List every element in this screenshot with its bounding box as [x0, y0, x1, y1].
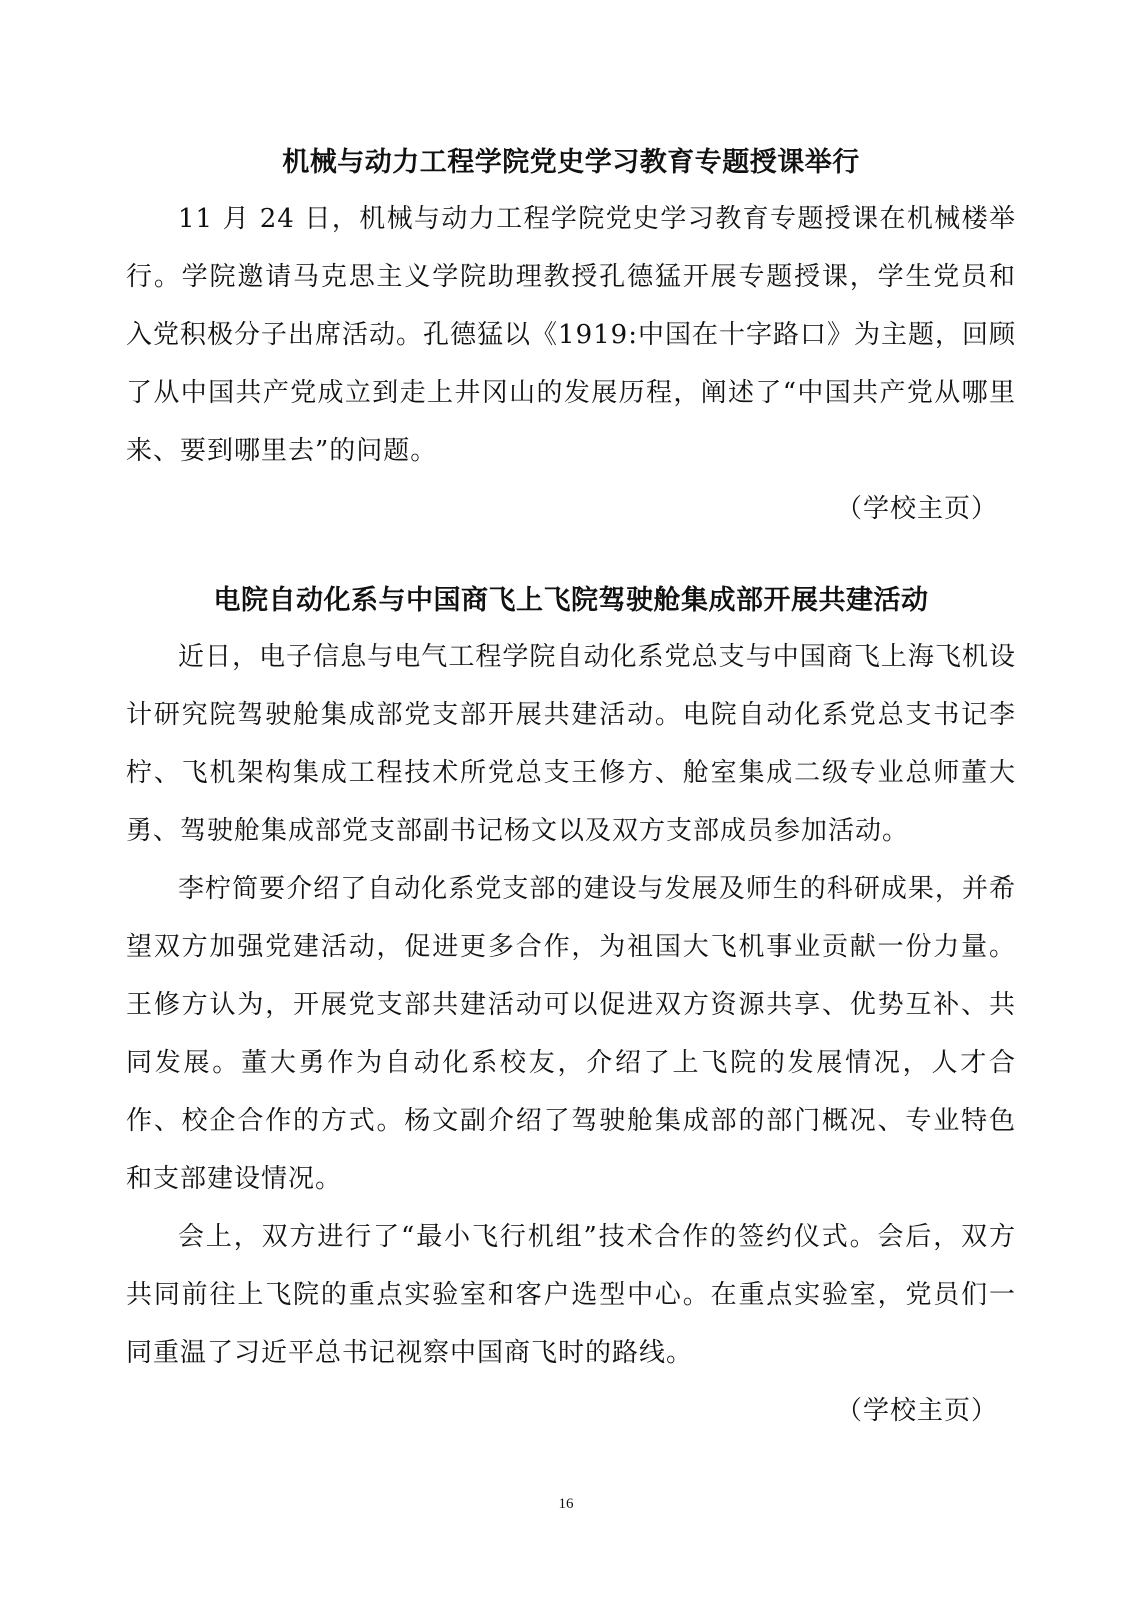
page-number: 16 [558, 1496, 574, 1512]
article-paragraph: 11 月 24 日，机械与动力工程学院党史学习教育专题授课在机械楼举行。学院邀请马克思主义学院助理教授孔德猛开展专题授课，学生党员和入党积极分子出席活动。孔德猛以《1919:中国在十字路口》为主题，回顾了从中国共产党成立到走上井冈山的发展历程，阐述了“中国共产党从哪里来、要到哪里去”的问题。 [126, 204, 1016, 466]
article-paragraph: 近日，电子信息与电气工程学院自动化系党总支与中国商飞上海飞机设计研究院驾驶舱集成部党支部开展共建活动。电院自动化系党总支书记李柠、飞机架构集成工程技术所党总支王修方、舱室集成二级专业总师董大勇、驾驶舱集成部党支部副书记杨文以及双方支部成员参加活动。 [126, 642, 1016, 846]
article-source: （学校主页） [835, 1396, 998, 1426]
article-source: （学校主页） [835, 494, 998, 524]
article-paragraph: 会上，双方进行了“最小飞行机组”技术合作的签约仪式。会后，双方共同前往上飞院的重点实验室和客户选型中心。在重点实验室，党员们一同重温了习近平总书记视察中国商飞时的路线。 [126, 1222, 1016, 1368]
article-mechanical-engineering [126, 140, 1016, 538]
article-automation-department [126, 578, 1016, 1440]
article-title: 机械与动力工程学院党史学习教育专题授课举行 [282, 147, 860, 178]
article-title: 电院自动化系与中国商飞上飞院驾驶舱集成部开展共建活动 [213, 585, 929, 616]
article-paragraph: 李柠简要介绍了自动化系党支部的建设与发展及师生的科研成果，并希望双方加强党建活动，促进更多合作，为祖国大飞机事业贡献一份力量。王修方认为，开展党支部共建活动可以促进双方资源共享、优势互补、共同发展。董大勇作为自动化系校友，介绍了上飞院的发展情况，人才合作、校企合作的方式。杨文副介绍了驾驶舱集成部的部门概况、专业特色和支部建设情况。 [126, 874, 1016, 1194]
